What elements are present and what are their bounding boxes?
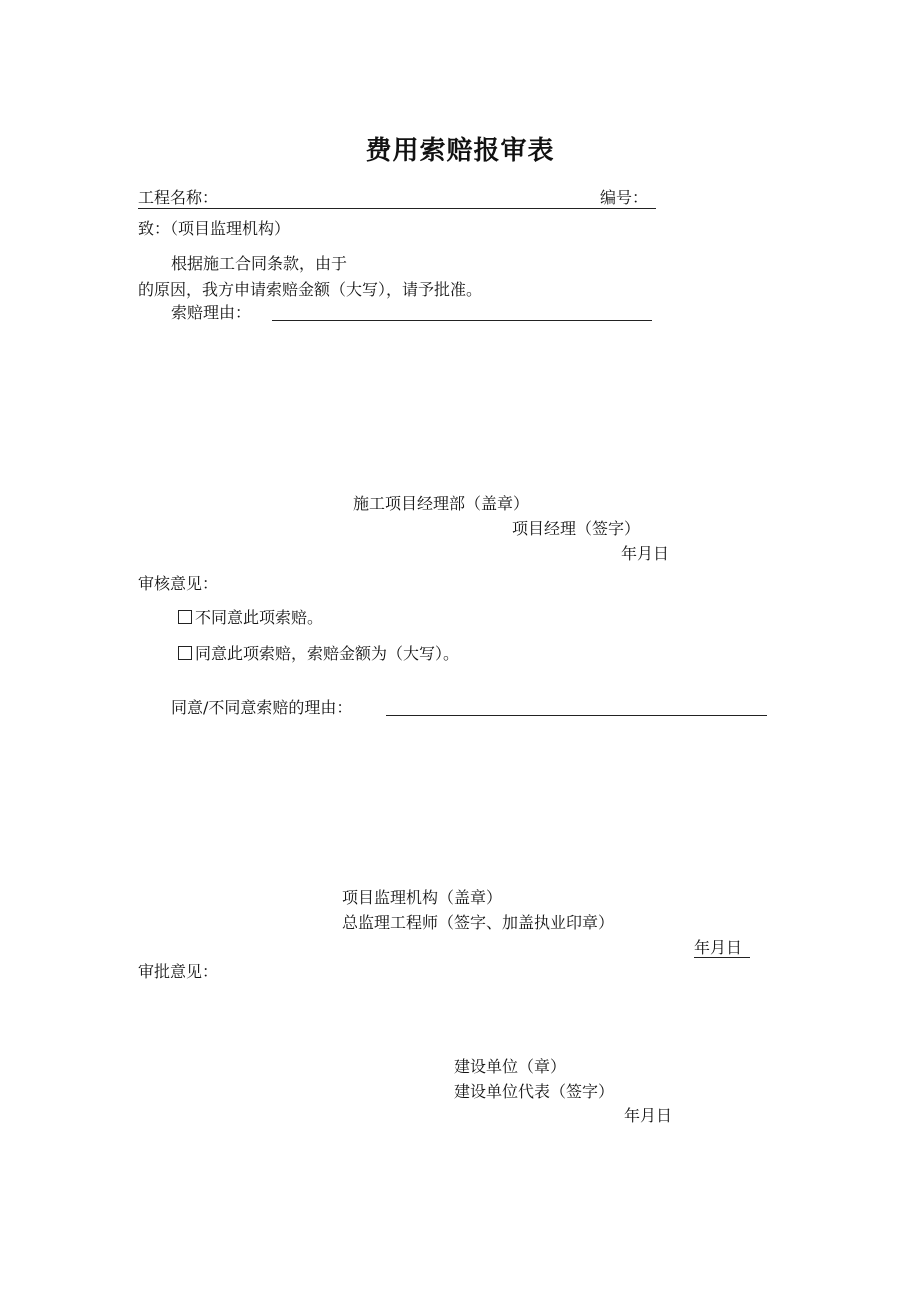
contractor-dept-seal: 施工项目经理部（盖章） (353, 494, 530, 513)
project-manager-signature: 项目经理（签字） (512, 519, 641, 538)
owner-seal: 建设单位（章） (454, 1057, 567, 1076)
approval-opinion-label: 审批意见： (138, 962, 219, 981)
checkbox-disagree[interactable] (178, 610, 192, 624)
header-underline (138, 208, 656, 209)
review-opinion-label: 审核意见： (138, 574, 219, 593)
option-disagree-label: 不同意此项索赔。 (195, 608, 324, 627)
option-disagree[interactable] (178, 610, 323, 626)
option-agree[interactable] (178, 646, 459, 662)
form-title: 费用索赔报审表 (365, 136, 555, 166)
claim-reason-blank[interactable] (272, 320, 652, 321)
contractor-date: 年月日 (621, 544, 670, 563)
owner-rep-signature: 建设单位代表（签字） (454, 1082, 615, 1101)
option-agree-label: 同意此项索赔，索赔金额为（大写）。 (195, 644, 460, 663)
owner-date: 年月日 (624, 1106, 673, 1125)
chief-engineer-signature: 总监理工程师（签字、加盖执业印章） (342, 913, 615, 932)
addressee-line: 致：（项目监理机构） (138, 219, 291, 238)
supervisor-date-underline (694, 957, 750, 958)
claim-reason-label: 索赔理由： (171, 303, 252, 322)
supervisor-date: 年月日 (694, 938, 743, 957)
checkbox-agree[interactable] (178, 646, 192, 660)
application-paragraph-line1: 根据施工合同条款，由于 (171, 254, 348, 273)
number-label: 编号： (600, 188, 649, 207)
agree-reason-label: 同意/不同意索赔的理由： (171, 698, 353, 717)
supervisor-org-seal: 项目监理机构（盖章） (342, 888, 503, 907)
project-name-label: 工程名称： (138, 188, 219, 207)
agree-reason-blank[interactable] (386, 715, 767, 716)
application-paragraph-line2: 的原因，我方申请索赔金额（大写），请予批准。 (138, 280, 483, 299)
